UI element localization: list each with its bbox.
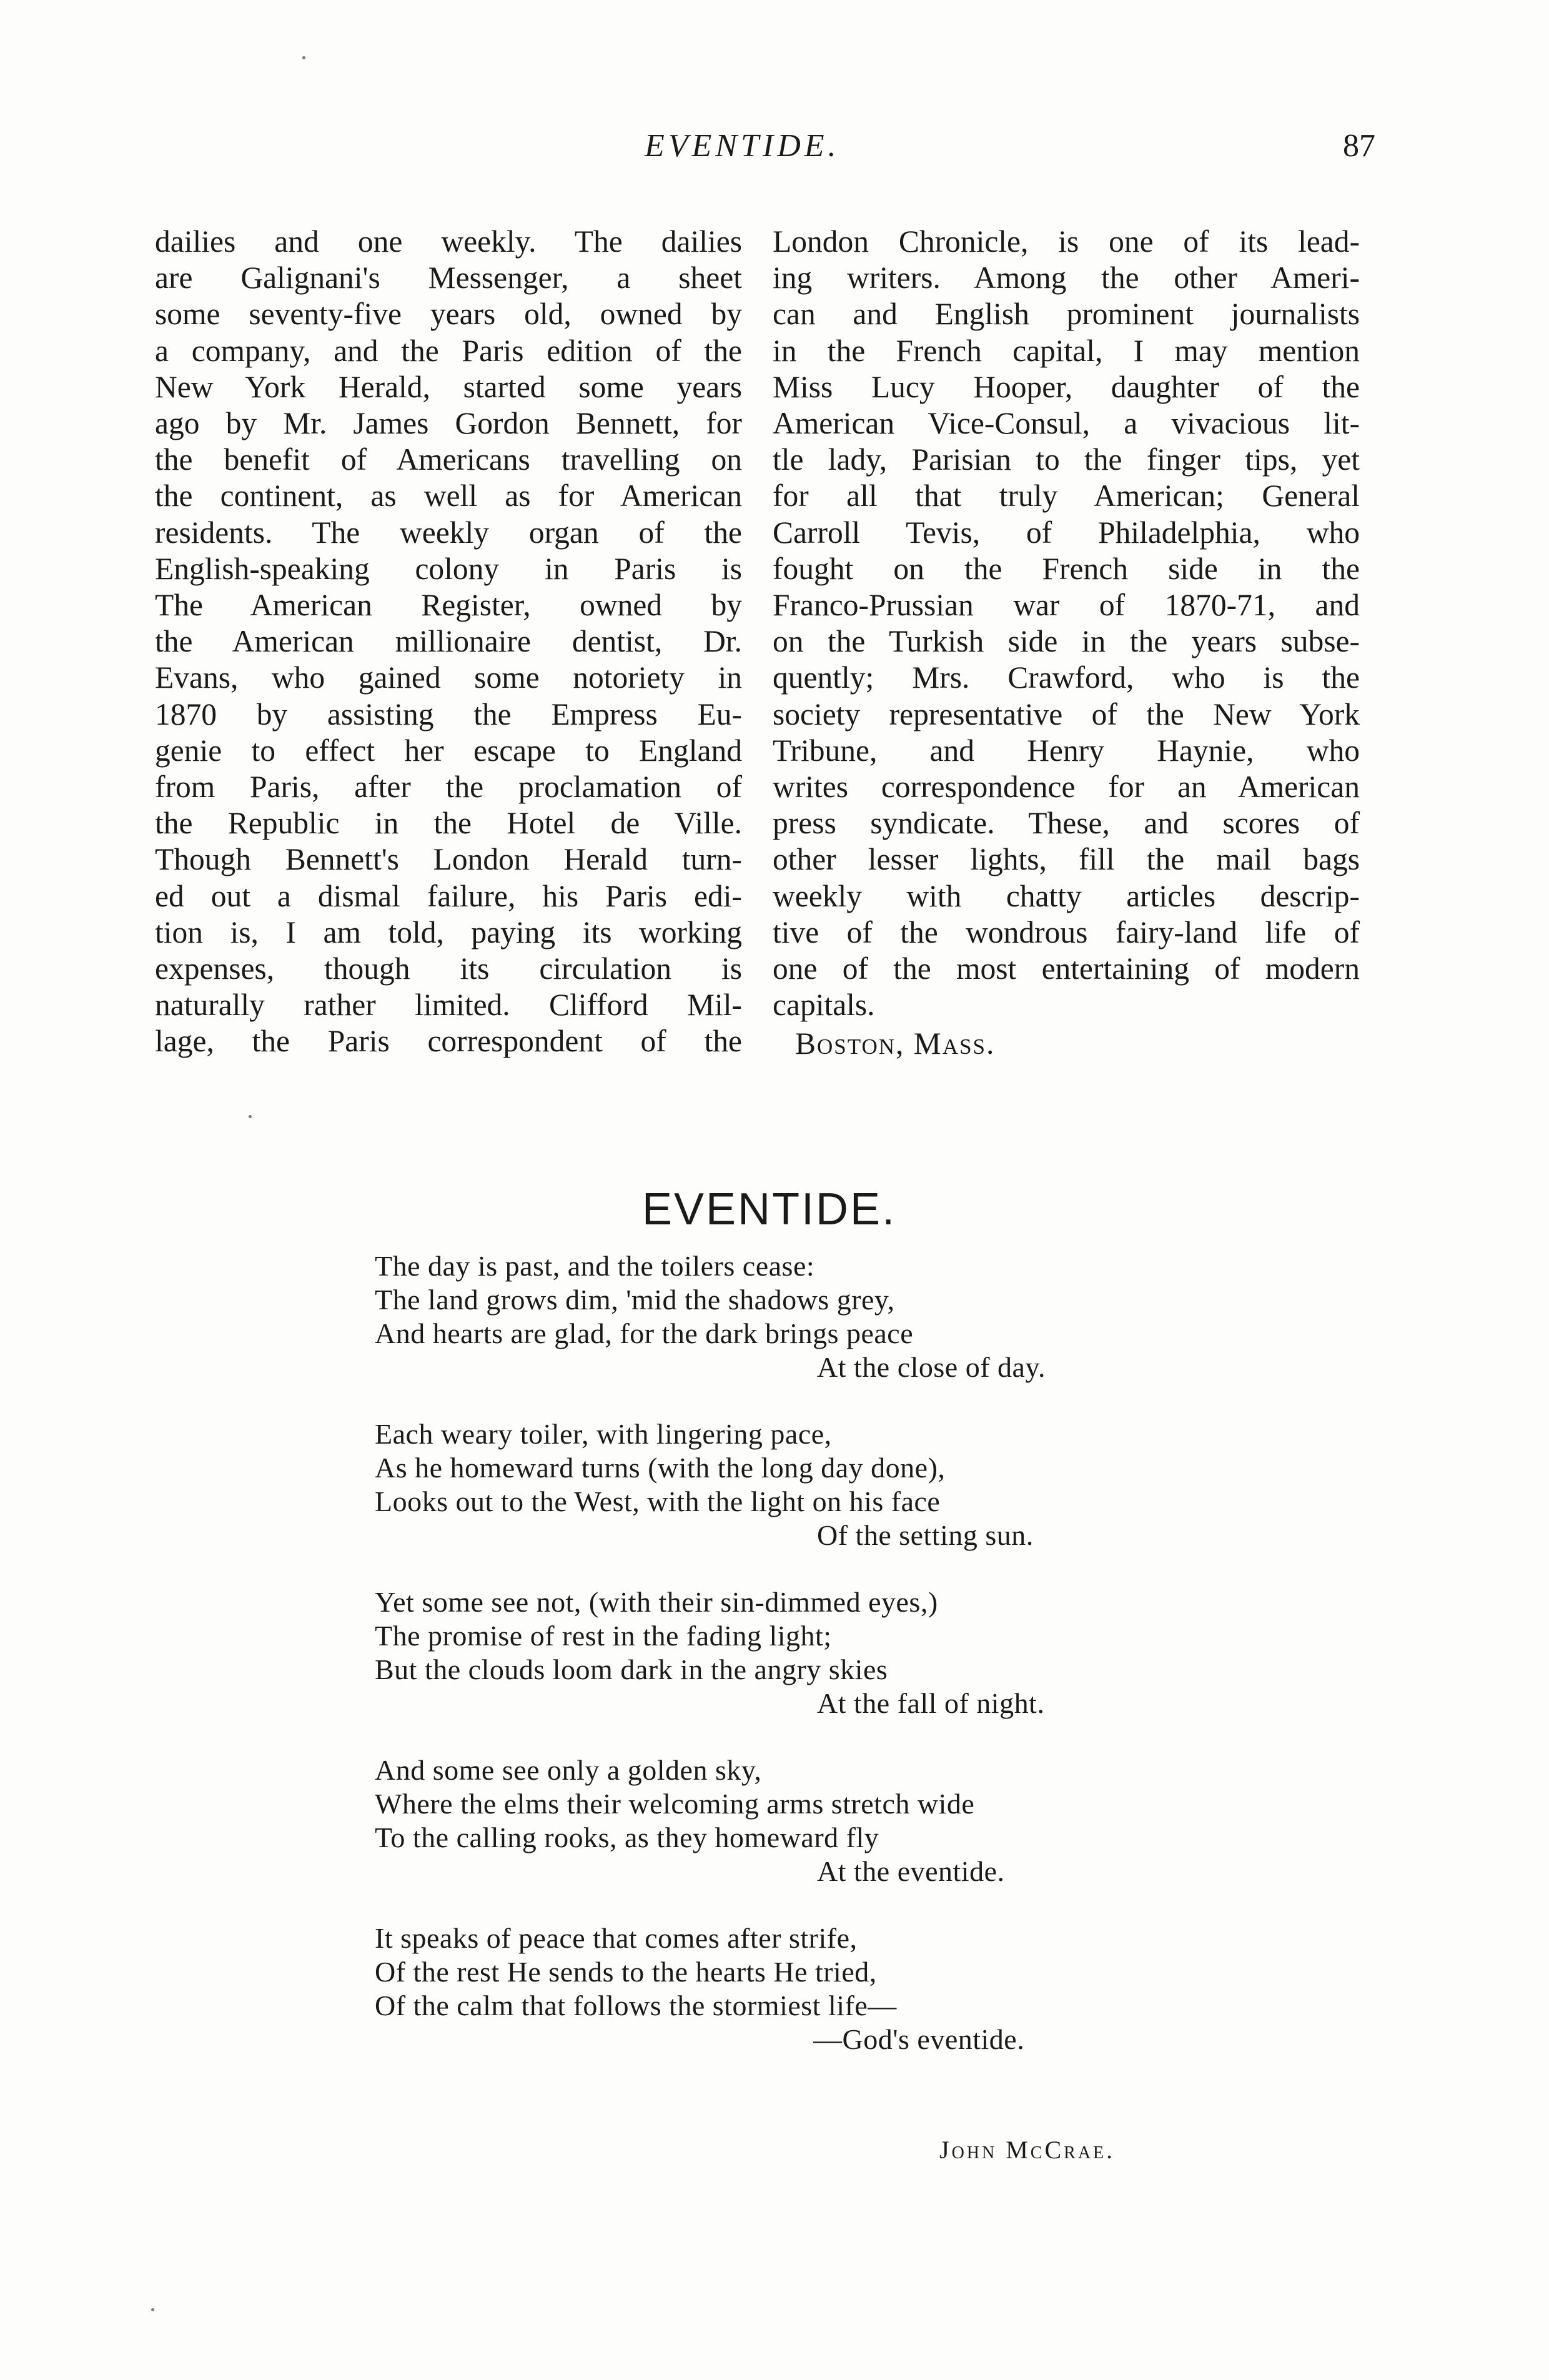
- poem-refrain: Of the setting sun.: [817, 1519, 1034, 1551]
- article-right-column: [773, 224, 1360, 1063]
- text-line: tive of the wondrous fairy-land life of: [773, 915, 1360, 950]
- text-line: genie to effect her escape to England: [155, 733, 742, 768]
- poem-author: John McCrae.: [939, 2136, 1116, 2164]
- text-line: Franco-Prussian war of 1870-71, and: [773, 588, 1360, 623]
- print-speck: [151, 2308, 154, 2311]
- text-line: residents. The weekly organ of the: [155, 515, 742, 550]
- text-line: English-speaking colony in Paris is: [155, 551, 742, 586]
- text-line: can and English prominent journalists: [773, 297, 1360, 332]
- text-line: a company, and the Paris edition of the: [155, 333, 742, 368]
- print-speck: [302, 56, 305, 59]
- text-line: quently; Mrs. Crawford, who is the: [773, 660, 1360, 695]
- text-line: New York Herald, started some years: [155, 369, 742, 404]
- text-line: ago by Mr. James Gordon Bennett, for: [155, 406, 742, 441]
- article-paragraph-right: [773, 224, 1360, 1023]
- poem-refrain: At the close of day.: [817, 1351, 1046, 1383]
- article-left-column: [155, 224, 742, 1060]
- text-line: Carroll Tevis, of Philadelphia, who: [773, 515, 1360, 550]
- text-line: are Galignani's Messenger, a sheet: [155, 260, 742, 295]
- text-line: the Republic in the Hotel de Ville.: [155, 806, 742, 841]
- text-line: The American Register, owned by: [155, 588, 742, 623]
- text-line: Tribune, and Henry Haynie, who: [773, 733, 1360, 768]
- poem-stanza: [375, 1753, 1187, 1888]
- poem-line: Looks out to the West, with the light on his face: [375, 1485, 941, 1517]
- poem-line: It speaks of peace that comes after strife,: [375, 1922, 858, 1954]
- text-line: American Vice-Consul, a vivacious lit-: [773, 406, 1360, 441]
- poem-line: The land grows dim, 'mid the shadows grey,: [375, 1284, 895, 1316]
- poem-stanza: [375, 1417, 1187, 1552]
- poem-line: As he homeward turns (with the long day done),: [375, 1452, 946, 1484]
- text-line: fought on the French side in the: [773, 551, 1360, 586]
- text-line: other lesser lights, fill the mail bags: [773, 842, 1360, 877]
- poem-body: [375, 1249, 1187, 2090]
- poem-refrain: At the eventide.: [817, 1855, 1005, 1887]
- text-line: capitals.: [773, 988, 875, 1023]
- text-line: ing writers. Among the other Ameri-: [773, 260, 1360, 295]
- text-line: Miss Lucy Hooper, daughter of the: [773, 369, 1360, 404]
- text-line: the American millionaire dentist, Dr.: [155, 624, 742, 659]
- text-line: 1870 by assisting the Empress Eu-: [155, 697, 742, 731]
- text-line: some seventy-five years old, owned by: [155, 297, 742, 332]
- poem-stanza: [375, 1921, 1187, 2056]
- print-speck: [249, 1115, 252, 1118]
- text-line: expenses, though its circulation is: [155, 951, 742, 986]
- text-line: society representative of the New York: [773, 697, 1360, 731]
- poem-line: Each weary toiler, with lingering pace,: [375, 1418, 832, 1450]
- running-title: EVENTIDE.: [645, 128, 840, 164]
- poem-line: The promise of rest in the fading light;: [375, 1620, 832, 1652]
- text-line: from Paris, after the proclamation of: [155, 770, 742, 805]
- poem-refrain: At the fall of night.: [817, 1687, 1045, 1719]
- poem-title: EVENTIDE.: [642, 1184, 897, 1234]
- text-line: writes correspondence for an American: [773, 770, 1360, 805]
- text-line: press syndicate. These, and scores of: [773, 806, 1360, 841]
- poem-line: The day is past, and the toilers cease:: [375, 1250, 815, 1282]
- text-line: London Chronicle, is one of its lead-: [773, 224, 1360, 259]
- text-line: tion is, I am told, paying its working: [155, 915, 742, 950]
- poem-line: Of the calm that follows the stormiest life—: [375, 1990, 897, 2021]
- page-number: 87: [1343, 128, 1375, 164]
- text-line: Though Bennett's London Herald turn-: [155, 842, 742, 877]
- text-line: lage, the Paris correspondent of the: [155, 1024, 742, 1059]
- poem-line: Yet some see not, (with their sin-dimmed eyes,): [375, 1586, 938, 1618]
- poem-line: But the clouds loom dark in the angry skies: [375, 1654, 888, 1685]
- text-line: Evans, who gained some notoriety in: [155, 660, 742, 695]
- text-line: dailies and one weekly. The dailies: [155, 224, 742, 259]
- text-line: in the French capital, I may mention: [773, 333, 1360, 368]
- text-line: the continent, as well as for American: [155, 478, 742, 513]
- text-line: tle lady, Parisian to the finger tips, yet: [773, 442, 1360, 477]
- poem-line: And hearts are glad, for the dark brings peace: [375, 1317, 914, 1349]
- text-line: for all that truly American; General: [773, 478, 1360, 513]
- text-line: on the Turkish side in the years subse-: [773, 624, 1360, 659]
- text-line: weekly with chatty articles descrip-: [773, 878, 1360, 913]
- poem-line: Of the rest He sends to the hearts He tried,: [375, 1956, 877, 1988]
- text-line: naturally rather limited. Clifford Mil-: [155, 988, 742, 1023]
- poem-line: To the calling rooks, as they homeward fly: [375, 1822, 879, 1853]
- poem-stanza: [375, 1585, 1187, 1720]
- text-line: the benefit of Americans travelling on: [155, 442, 742, 477]
- poem-stanza: [375, 1249, 1187, 1384]
- text-line: ed out a dismal failure, his Paris edi-: [155, 878, 742, 913]
- text-line: one of the most entertaining of modern: [773, 951, 1360, 986]
- poem-line: And some see only a golden sky,: [375, 1754, 762, 1786]
- poem-refrain: —God's eventide.: [813, 2023, 1025, 2055]
- article-paragraph-left: [155, 224, 742, 1060]
- poem-line: Where the elms their welcoming arms stretch wide: [375, 1788, 975, 1820]
- article-signoff: Boston, Mass.: [795, 1026, 996, 1061]
